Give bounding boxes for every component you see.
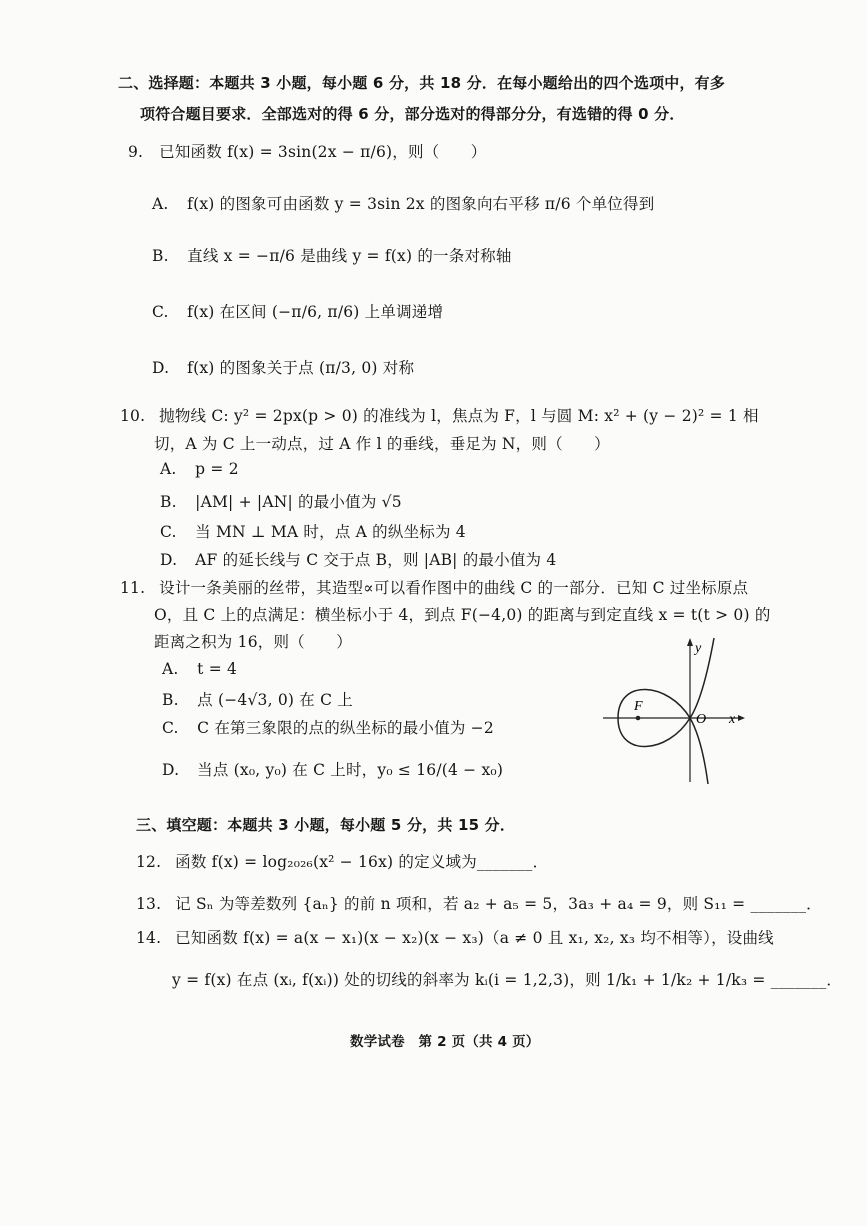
q10-option-d xyxy=(160,548,556,570)
question-11-line3: 距离之积为 16，则（ ） xyxy=(154,633,352,651)
option-text: 点 (−4√3, 0) 在 C 上 xyxy=(197,691,354,709)
question-number: 13. xyxy=(136,895,162,913)
option-text: 当 MN ⊥ MA 时，点 A 的纵坐标为 4 xyxy=(195,523,466,541)
option-label: B. xyxy=(162,691,179,709)
option-text: t = 4 xyxy=(197,660,238,678)
option-text: |AM| + |AN| 的最小值为 √5 xyxy=(195,493,402,511)
option-label: B. xyxy=(152,247,169,265)
q10-option-b xyxy=(160,490,402,512)
q10-option-a xyxy=(160,460,239,478)
label-f: F xyxy=(634,699,643,714)
label-y: y xyxy=(695,641,702,656)
question-text-line1: 已知函数 f(x) = a(x − x₁)(x − x₂)(x − x₃)（a ≠ 0 且 x₁, x₂, x₃ 均不相等），设曲线 xyxy=(175,929,774,947)
curve-branch-lower xyxy=(690,718,708,784)
x-axis-arrow xyxy=(738,715,745,721)
question-stem: 已知函数 f(x) = 3sin(2x − π/6)，则（ ） xyxy=(159,143,487,161)
question-11-line2: O，且 C 上的点满足：横坐标小于 4，到点 F(−4,0) 的距离与到定直线 x = t(t > 0) 的 xyxy=(154,606,771,624)
q9-option-d xyxy=(152,356,414,378)
option-text: C 在第三象限的点的纵坐标的最小值为 −2 xyxy=(197,719,494,737)
focus-point xyxy=(636,716,641,721)
question-number: 9. xyxy=(128,143,144,161)
q11-option-a xyxy=(162,660,237,678)
option-text: AF 的延长线与 C 交于点 B，则 |AB| 的最小值为 4 xyxy=(195,551,557,569)
q11-option-b xyxy=(162,688,353,710)
option-label: C. xyxy=(160,523,177,541)
option-label: D. xyxy=(162,761,180,779)
section3-heading: 三、填空题：本题共 3 小题，每小题 5 分，共 15 分． xyxy=(136,816,516,834)
curve-c-graph xyxy=(598,632,748,787)
question-13 xyxy=(136,892,822,914)
q9-option-c xyxy=(152,300,443,322)
option-text: f(x) 在区间 (−π/6, π/6) 上单调递增 xyxy=(187,303,444,321)
q11-option-d xyxy=(162,758,503,780)
option-text: 当点 (x₀, y₀) 在 C 上时，y₀ ≤ 16/(4 − x₀) xyxy=(197,761,504,779)
q9-option-a xyxy=(152,192,654,214)
q9-option-b xyxy=(152,244,512,266)
option-label: C. xyxy=(152,303,169,321)
option-text: f(x) 的图象可由函数 y = 3sin 2x 的图象向右平移 π/6 个单位得到 xyxy=(187,195,655,213)
question-12 xyxy=(136,850,548,872)
question-text: 记 Sₙ 为等差数列 {aₙ} 的前 n 项和，若 a₂ + a₅ = 5，3a₃ + a₄ = 9，则 S₁₁ = _______． xyxy=(175,895,822,913)
question-number: 10. xyxy=(120,407,146,425)
curve-branch-upper xyxy=(690,638,714,718)
q11-option-c xyxy=(162,716,494,738)
option-label: A. xyxy=(152,195,169,213)
question-9 xyxy=(128,140,486,162)
question-10-line2: 切，A 为 C 上一动点，过 A 作 l 的垂线，垂足为 N，则（ ） xyxy=(154,435,610,453)
question-stem-line1: 设计一条美丽的丝带，其造型∝可以看作图中的曲线 C 的一部分．已知 C 过坐标原点 xyxy=(159,579,749,597)
option-text: f(x) 的图象关于点 (π/3, 0) 对称 xyxy=(187,359,415,377)
question-number: 14. xyxy=(136,929,162,947)
option-label: B. xyxy=(160,493,177,511)
question-number: 11. xyxy=(120,579,146,597)
option-label: A. xyxy=(162,660,179,678)
question-text: 函数 f(x) = log₂₀₂₆(x² − 16x) 的定义域为_______． xyxy=(175,853,549,871)
option-label: D. xyxy=(160,551,178,569)
question-14 xyxy=(136,926,774,948)
question-10 xyxy=(120,404,759,426)
option-label: C. xyxy=(162,719,179,737)
option-label: A. xyxy=(160,460,177,478)
label-o: O xyxy=(696,712,707,727)
question-11 xyxy=(120,576,748,598)
page-footer: 数学试卷 第 2 页（共 4 页） xyxy=(350,1034,540,1050)
section2-heading-line1: 二、选择题：本题共 3 小题，每小题 6 分，共 18 分．在每小题给出的四个选项中，有多 xyxy=(118,74,726,92)
question-14-line2: y = f(x) 在点 (xᵢ, f(xᵢ)) 处的切线的斜率为 kᵢ(i = 1,2,3)，则 1/k₁ + 1/k₂ + 1/k₃ = _______． xyxy=(172,971,843,989)
q10-option-c xyxy=(160,520,466,542)
y-axis-arrow xyxy=(687,638,693,646)
label-x: x xyxy=(729,712,736,727)
option-text: 直线 x = −π/6 是曲线 y = f(x) 的一条对称轴 xyxy=(187,247,512,265)
question-stem-line1: 抛物线 C: y² = 2px(p > 0) 的准线为 l，焦点为 F，l 与圆 M: x² + (y − 2)² = 1 相 xyxy=(159,407,759,425)
section2-heading-line2: 项符合题目要求．全部选对的得 6 分，部分选对的得部分分，有选错的得 0 分． xyxy=(140,105,685,123)
option-text: p = 2 xyxy=(195,460,239,478)
option-label: D. xyxy=(152,359,170,377)
question-number: 12. xyxy=(136,853,162,871)
